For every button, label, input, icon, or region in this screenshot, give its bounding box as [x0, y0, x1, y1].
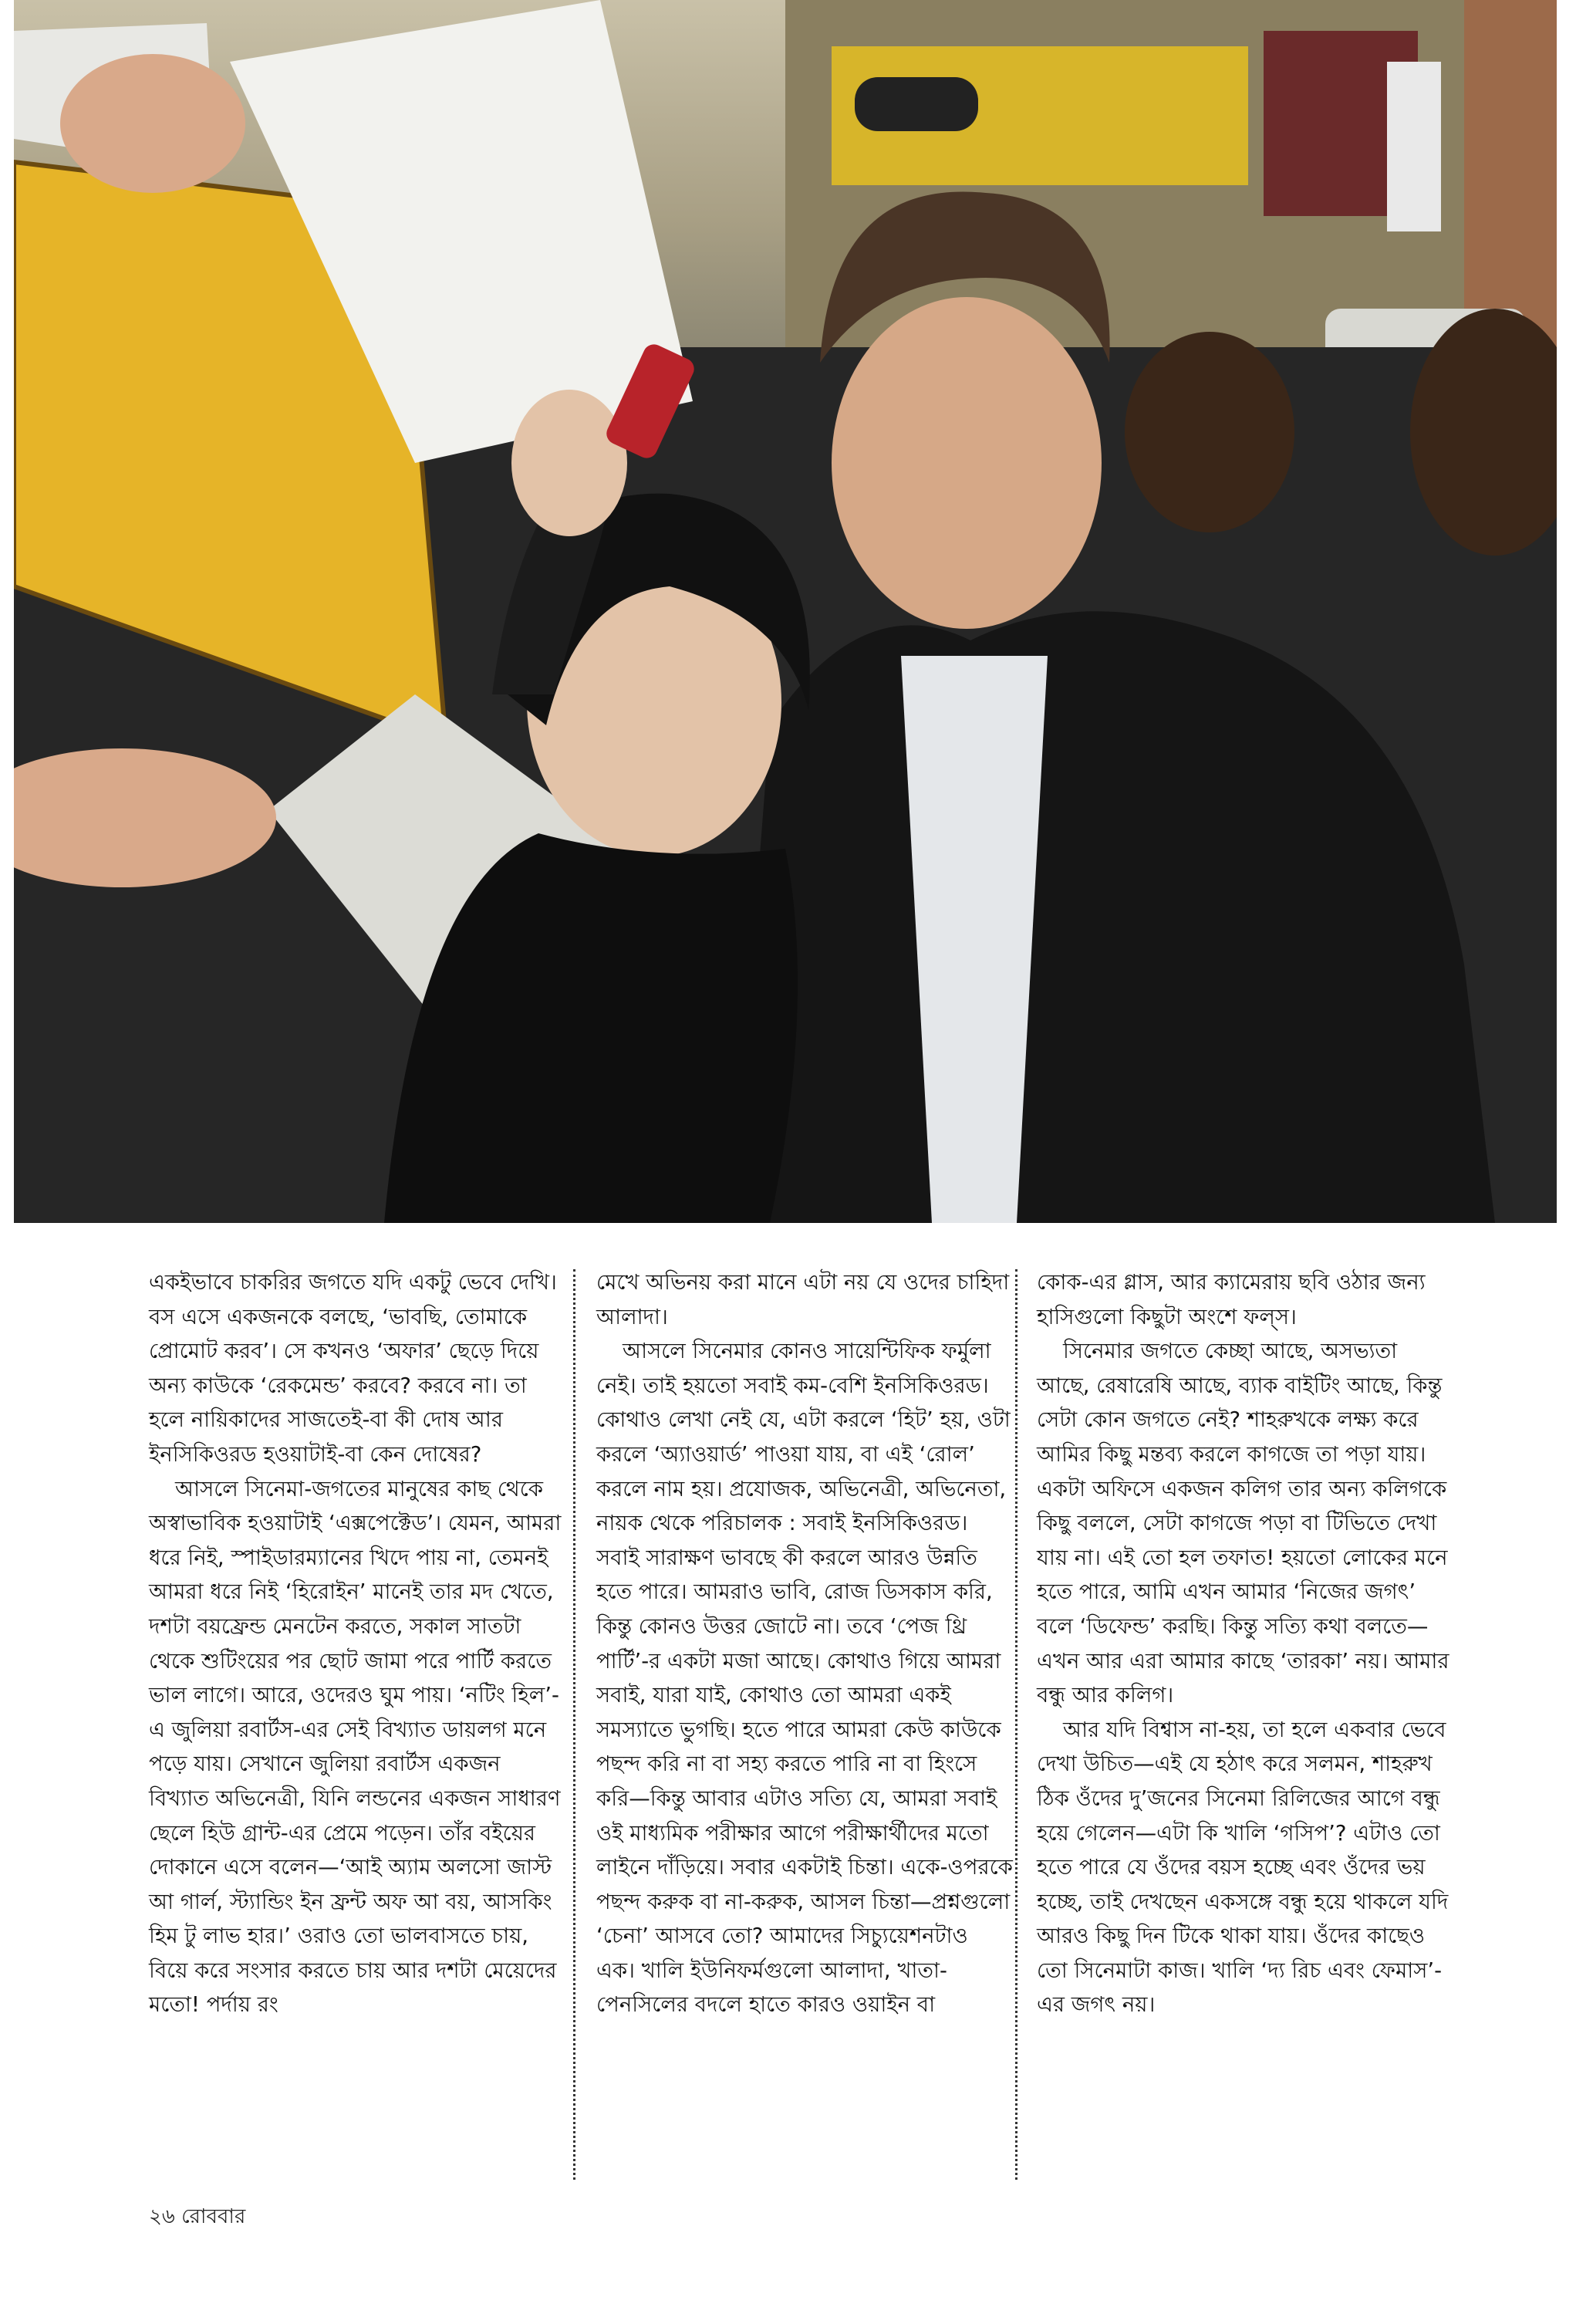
text-column-1	[149, 1265, 565, 2022]
paragraph: আসলে সিনেমার কোনও সায়েন্টিফিক ফর্মুলা নেই। তাই হয়তো সবাই কম-বেশি ইনসিকিওরড। কোথাও লেখা নেই যে, এটা করলে ‘হিট’ হয়, ওটা করলে ‘অ্যাওয়ার্ড’ পাওয়া যায়, বা এই ‘রোল’ করলে নাম হয়। প্রযোজক, অভিনেত্রী, অভিনেতা, নায়ক থেকে পরিচালক : সবাই ইনসিকিওরড। সবাই সারাক্ষণ ভাবছে কী করলে আরও উন্নতি হতে পারে। আমরাও ভাবি, রোজ ডিসকাস করি, কিন্তু কোনও উত্তর জোটে না। তবে ‘পেজ থ্রি পার্টি’-র একটা মজা আছে। কোথাও গিয়ে আমরা সবাই, যারা যাই, কোথাও তো আমরা একই সমস্যাতে ভুগছি। হতে পারে আমরা কেউ কাউকে পছন্দ করি না বা সহ্য করতে পারি না বা হিংসে করি—কিন্তু আবার এটাও সত্যি যে, আমরা সবাই ওই মাধ্যমিক পরীক্ষার আগে পরীক্ষার্থীদের মতো লাইনে দাঁড়িয়ে। সবার একটাই চিন্তা। একে-ওপরকে পছন্দ করুক বা না-করুক, আসল চিন্তা—প্রশ্নগুলো ‘চেনা’ আসবে তো? আমাদের সিচ্যুয়েশনটাও এক। খালি ইউনিফর্মগুলো আলাদা, খাতা-পেনসিলের বদলে হাতে কারও ওয়াইন বা	[596, 1339, 1013, 2018]
paragraph: মেখে অভিনয় করা মানে এটা নয় যে ওদের চাহিদা আলাদা।	[596, 1270, 1010, 1329]
text-column-2	[596, 1265, 1013, 2022]
paragraph: আর যদি বিশ্বাস না-হয়, তা হলে একবার ভেবে দেখা উচিত—এই যে হঠাৎ করে সলমন, শাহরুখ ঠিক ওঁদের দু’জনের সিনেমা রিলিজের আগে বন্ধু হয়ে গেলেন—এটা কি খালি ‘গসিপ’? এটাও তো হতে পারে যে ওঁদের বয়স হচ্ছে এবং ওঁদের ভয় হচ্ছে, তাই দেখছেন একসঙ্গে বন্ধু হয়ে থাকলে যদি আরও কিছু দিন টিকে থাকা যায়। ওঁদের কাছেও তো সিনেমাটা কাজ। খালি ‘দ্য রিচ এবং ফেমাস’-এর জগৎ নয়।	[1037, 1717, 1449, 2018]
article-photo	[14, 0, 1557, 1223]
column-divider	[1015, 1269, 1017, 2180]
paragraph: আসলে সিনেমা-জগতের মানুষের কাছ থেকে অস্বাভাবিক হওয়াটাই ‘এক্সপেক্টেড’। যেমন, আমরা ধরে নিই, স্পাইডারম্যানের খিদে পায় না, তেমনই আমরা ধরে নিই ‘হিরোইন’ মানেই তার মদ খেতে, দশটা বয়ফ্রেন্ড মেনটেন করতে, সকাল সাতটা থেকে শুটিংয়ের পর ছোট জামা পরে পার্টি করতে ভাল লাগে। আরে, ওদেরও ঘুম পায়। ‘নটিং হিল’-এ জুলিয়া রবার্টস-এর সেই বিখ্যাত ডায়লগ মনে পড়ে যায়। সেখানে জুলিয়া রবার্টস একজন বিখ্যাত অভিনেত্রী, যিনি লন্ডনের একজন সাধারণ ছেলে হিউ গ্রান্ট-এর প্রেমে পড়েন। তাঁর বইয়ের দোকানে এসে বলেন—‘আই অ্যাম অলসো জাস্ট আ গার্ল, স্ট্যান্ডিং ইন ফ্রন্ট অফ আ বয়, আসকিং হিম টু লাভ হার।’ ওরাও তো ভালবাসতে চায়, বিয়ে করে সংসার করতে চায় আর দশটা মেয়েদের মতো! পর্দায় রং	[149, 1476, 562, 2018]
paragraph: কোক-এর গ্লাস, আর ক্যামেরায় ছবি ওঠার জন্য হাসিগুলো কিছুটা অংশে ফল্‌স।	[1037, 1270, 1426, 1329]
page-footer: ২৬ রোববার	[149, 2205, 246, 2228]
column-divider	[573, 1269, 575, 2180]
paragraph: একইভাবে চাকরির জগতে যদি একটু ভেবে দেখি। বস এসে একজনকে বলছে, ‘ভাবছি, তোমাকে প্রোমোট করব’। সে কখনও ‘অফার’ ছেড়ে দিয়ে অন্য কাউকে ‘রেকমেন্ড’ করবে? করবে না। তা হলে নায়িকাদের সাজতেই-বা কী দোষ আর ইনসিকিওরড হওয়াটাই-বা কেন দোষের?	[149, 1270, 557, 1467]
paragraph: সিনেমার জগতে কেচ্ছা আছে, অসভ্যতা আছে, রেষারেষি আছে, ব্যাক বাইটিং আছে, কিন্তু সেটা কোন জগতে নেই? শাহরুখকে লক্ষ্য করে আমির কিছু মন্তব্য করলে কাগজে তা পড়া যায়। একটা অফিসে একজন কলিগ তার অন্য কলিগকে কিছু বললে, সেটা কাগজে পড়া বা টিভিতে দেখা যায় না। এই তো হল তফাত! হয়তো লোকের মনে হতে পারে, আমি এখন আমার ‘নিজের জগৎ’ বলে ‘ডিফেন্ড’ করছি। কিন্তু সত্যি কথা বলতে—এখন আর এরা আমার কাছে ‘তারকা’ নয়। আমার বন্ধু আর কলিগ।	[1037, 1339, 1449, 1708]
photo-illustration	[14, 0, 1557, 1223]
text-column-3	[1037, 1265, 1453, 2022]
